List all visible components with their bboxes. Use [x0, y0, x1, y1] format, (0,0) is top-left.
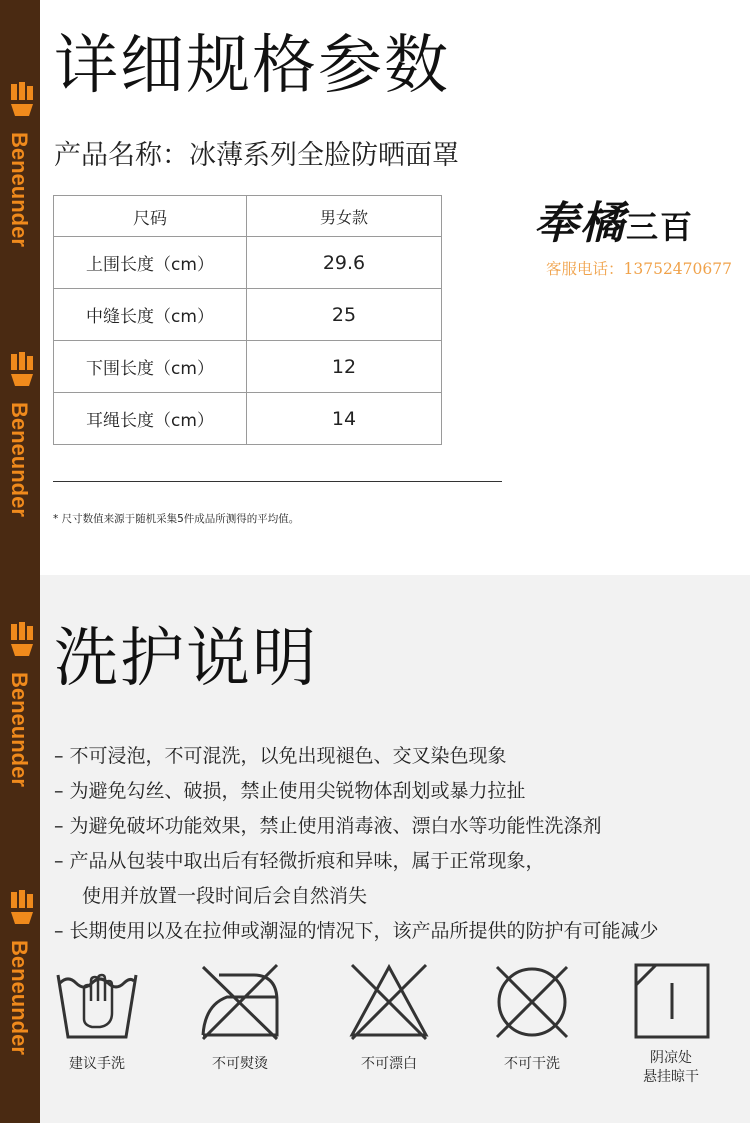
table-row-label: 上围长度（cm）: [54, 237, 247, 289]
product-name-line: [54, 133, 459, 172]
table-row-value: 14: [247, 393, 442, 445]
brand-wordmark: Beneunder: [7, 402, 32, 517]
care-icons: [40, 961, 750, 1101]
no-iron-icon: [197, 961, 283, 1041]
brand-wordmark: Beneunder: [7, 672, 32, 787]
care-icon-cell: [32, 961, 162, 1074]
care-icon-label: [606, 1049, 736, 1087]
table-row: [54, 289, 442, 341]
care-item: – 产品从包装中取出后有轻微折痕和异味，属于正常现象，: [54, 850, 545, 872]
product-name-label: 产品名称：: [54, 140, 189, 171]
product-name-value: 冰薄系列全脸防晒面罩: [189, 140, 459, 171]
care-icon-cell: [606, 961, 736, 1087]
brand-logo-icon: [9, 350, 33, 390]
brand-unit: [0, 0, 40, 80]
spec-section: [40, 0, 750, 575]
footnote: * 尺寸数值来源于随机采集5件成品所测得的平均值。: [53, 513, 300, 525]
care-icon-label: 不可漂白: [361, 1056, 417, 1072]
care-icon-cell: [175, 961, 305, 1074]
no-bleach-icon: [346, 961, 432, 1041]
brand-strip: [0, 0, 40, 1123]
care-icon-label-line: 悬挂晾干: [643, 1069, 699, 1085]
table-row: [54, 341, 442, 393]
care-icon-cell: [467, 961, 597, 1074]
brand-wordmark: Beneunder: [7, 132, 32, 247]
brand-unit: [0, 350, 40, 620]
brand-logo-icon: [9, 80, 33, 120]
brand-unit: [0, 80, 40, 350]
care-icon-label-line: 阴凉处: [650, 1050, 692, 1066]
care-icon-label: 不可熨烫: [212, 1056, 268, 1072]
table-row: [54, 237, 442, 289]
size-table: [53, 195, 442, 445]
table-row: [54, 393, 442, 445]
care-icon-cell: [324, 961, 454, 1074]
hand-wash-icon: [54, 961, 140, 1041]
brand-logo-icon: [9, 620, 33, 660]
table-header-unisex: 男女款: [247, 196, 442, 237]
shop-name: [534, 194, 734, 257]
table-row-label: 中缝长度（cm）: [54, 289, 247, 341]
shop-name-small: 三百: [626, 208, 695, 246]
table-row-value: 12: [247, 341, 442, 393]
brand-unit: [0, 620, 40, 890]
care-section: [40, 575, 750, 1123]
care-title: 洗护说明: [54, 622, 318, 696]
table-row-value: 25: [247, 289, 442, 341]
care-item: – 为避免破坏功能效果，禁止使用消毒液、漂白水等功能性洗涤剂: [54, 815, 602, 837]
table-row-value: 29.6: [247, 237, 442, 289]
care-list: [54, 739, 659, 949]
divider: [53, 481, 502, 482]
care-item-continuation: 使用并放置一段时间后会自然消失: [82, 885, 368, 907]
brand-wordmark: Beneunder: [7, 940, 32, 1055]
brand-logo-icon: [9, 888, 33, 928]
table-header-row: [54, 196, 442, 237]
care-item: – 长期使用以及在拉伸或潮湿的情况下，该产品所提供的防护有可能减少: [54, 920, 659, 942]
care-icon-label: 不可干洗: [504, 1056, 560, 1072]
spec-title: 详细规格参数: [54, 29, 450, 103]
care-item: – 为避免勾丝、破损，禁止使用尖锐物体刮划或暴力拉扯: [54, 780, 526, 802]
table-row-label: 耳绳长度（cm）: [54, 393, 247, 445]
care-icon-label: 建议手洗: [69, 1056, 125, 1072]
shop-stamp: [534, 194, 734, 279]
customer-service-phone: 客服电话：13752470677: [546, 260, 732, 278]
table-header-size: 尺码: [54, 196, 247, 237]
shop-name-main: 奉橘: [534, 198, 626, 249]
table-row-label: 下围长度（cm）: [54, 341, 247, 393]
no-dry-clean-icon: [489, 961, 575, 1041]
shade-hang-dry-icon: [628, 961, 714, 1041]
care-item: – 不可浸泡，不可混洗，以免出现褪色、交叉染色现象: [54, 745, 507, 767]
